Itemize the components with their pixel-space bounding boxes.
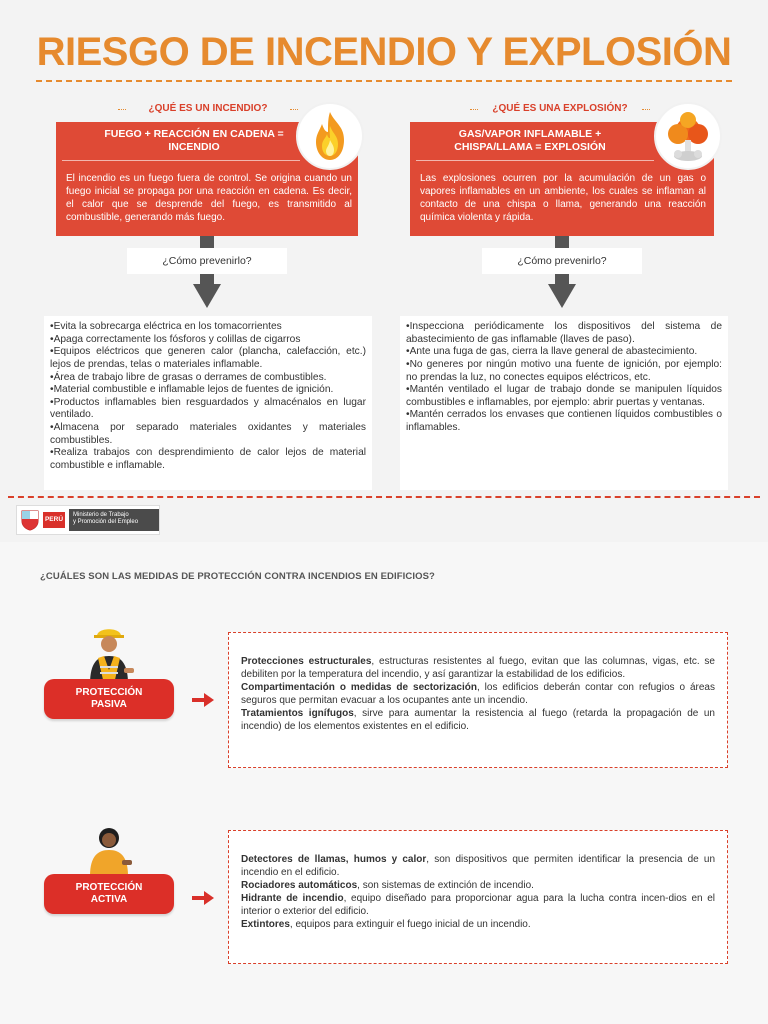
item-text: , equipo diseñado para proporcionar agua para la lucha contra incen-dios en el interior o exterior del edificio.: [241, 893, 715, 917]
arrow-right-icon: [192, 891, 214, 905]
list-item: •Apaga correctamente los fósforos y colillas de cigarros: [50, 333, 301, 345]
list-item: [241, 707, 715, 733]
item-text: , estructuras resistentes al fuego, evitan que las columnas, vigas, etc. se debiliten por la temperatura del incendio, y así garantizar la estabilidad de los edificios.: [241, 656, 715, 680]
item-term: Compartimentación o medidas de sectorización: [241, 682, 477, 693]
arrow-right-icon: [192, 693, 214, 707]
fire-divider: [62, 160, 300, 161]
explosion-stem: [555, 236, 569, 248]
fire-arrow-down-icon: [193, 284, 221, 308]
explosion-tips: [400, 316, 728, 490]
list-item: •Mantén ventilado el lugar de trabajo donde se manipulen líquidos combustibles e inflamables, por ejemplo: abrir puertas y ventanas.: [406, 384, 722, 408]
list-item: [241, 681, 715, 707]
badge-label: PASIVA: [91, 699, 127, 710]
coat-of-arms-icon: [20, 509, 40, 531]
ministry-line: y Promoción del Empleo: [73, 519, 139, 526]
fire-question: ¿QUÉ ES UN INCENDIO?: [118, 103, 298, 114]
item-term: Hidrante de incendio: [241, 893, 344, 904]
fire-description: El incendio es un fuego fuera de control. Se origina cuando un fuego inicial se propaga por una reacción en cadena. Es decir, el calor que se desprende del fuego, es transmitido al combustible, generando más fuego.: [66, 173, 352, 223]
list-item: [241, 892, 715, 918]
fire-stem: [200, 236, 214, 248]
explosion-divider: [416, 160, 654, 161]
item-term: Tratamientos ignífugos: [241, 708, 354, 719]
item-text: , sirve para aumentar la resistencia al fuego (retarda la propagación de un incendio) de los elementos existentes en el edificio.: [241, 708, 715, 732]
list-item: •Inspecciona periódicamente los dispositivos del sistema de abastecimiento de gas inflamable (llaves de paso).: [406, 321, 722, 345]
item-text: , son sistemas de extinción de incendio.: [357, 880, 534, 891]
passive-protection-badge: [44, 679, 174, 719]
fire-formula: FUEGO + REACCIÓN EN CADENA = INCENDIO: [104, 128, 284, 154]
badge-label: ACTIVA: [90, 894, 128, 905]
explosion-formula: GAS/VAPOR INFLAMABLE + CHISPA/LLAMA = EXPLOSIÓN: [454, 128, 606, 154]
item-term: Rociadores automáticos: [241, 880, 358, 891]
list-item: •Evita la sobrecarga eléctrica en los tomacorrientes: [50, 321, 282, 332]
list-item: •Ante una fuga de gas, cierra la llave general de abastecimiento.: [406, 346, 698, 358]
passive-protection-box: [228, 632, 728, 768]
item-text: , son dispositivos que permiten identificar la presencia de un incendio en el edificio.: [241, 854, 716, 878]
item-text: , los edificios deberán contar con refugios o áreas seguros que permitan evacuar a los ocupantes ante un incendio.: [241, 682, 715, 706]
badge-label: PROTECCIÓN: [75, 882, 143, 893]
ministry-logo: [16, 505, 160, 535]
page-title: RIESGO DE INCENDIO Y EXPLOSIÓN: [36, 30, 732, 74]
list-item: [241, 918, 715, 931]
measures-question: ¿CUÁLES SON LAS MEDIDAS DE PROTECCIÓN CONTRA INCENDIOS EN EDIFICIOS?: [40, 571, 435, 582]
list-item: •Realiza trabajos con desprendimiento de calor lejos de material combustible e inflamable.: [50, 447, 366, 472]
item-term: Detectores de llamas, humos y calor: [241, 854, 427, 865]
title-underline: [36, 80, 732, 82]
peru-label: PERÚ: [43, 512, 65, 528]
list-item: [241, 853, 715, 879]
ministry-line: Ministerio de Trabajo: [73, 512, 129, 518]
woman-illustration: [84, 826, 134, 876]
explosion-arrow-down-icon: [548, 284, 576, 308]
item-term: Extintores: [241, 919, 290, 930]
list-item: •Área de trabajo libre de grasas o derrames de combustibles.: [50, 371, 327, 383]
list-item: •Mantén cerrados los envases que contienen líquidos combustibles o inflamables.: [406, 409, 722, 434]
list-item: [241, 655, 715, 681]
fire-icon: [296, 102, 364, 170]
fire-prevent-label: ¿Cómo prevenirlo?: [127, 248, 287, 274]
badge-label: PROTECCIÓN: [75, 687, 143, 698]
ministry-name: [69, 509, 159, 531]
fire-tips: [44, 316, 372, 490]
explosion-icon: [654, 102, 722, 170]
section-divider: [8, 496, 760, 498]
item-text: , equipos para extinguir el fuego inicial de un incendio.: [289, 919, 531, 930]
worker-illustration: [84, 622, 134, 684]
list-item: [241, 879, 715, 892]
list-item: •Almacena por separado materiales oxidantes y materiales combustibles.: [50, 422, 366, 446]
explosion-description: Las explosiones ocurren por la acumulación de un gas o vapores inflamables en un ambiente, los cuales se inflaman al contacto de una chispa o llama, generando una reacción química violenta y rápida.: [420, 173, 706, 223]
list-item: •Material combustible e inflamable lejos de fuentes de ignición.: [50, 384, 334, 396]
explosion-prevent-label: ¿Cómo prevenirlo?: [482, 248, 642, 274]
list-item: •Equipos eléctricos que generen calor (plancha, calefacción, etc.) lejos de prendas, telas o materiales inflamable.: [50, 346, 366, 370]
list-item: •Productos inflamables bien resguardados y almacénalos en lugar ventilado.: [50, 396, 366, 421]
item-term: Protecciones estructurales: [241, 656, 372, 667]
active-protection-box: [228, 830, 728, 964]
explosion-question: ¿QUÉ ES UNA EXPLOSIÓN?: [470, 103, 650, 114]
list-item: •No generes por ningún motivo una fuente de ignición, por ejemplo: no prendas la luz, no conectes equipos eléctricos, etc.: [406, 358, 722, 383]
active-protection-badge: [44, 874, 174, 914]
